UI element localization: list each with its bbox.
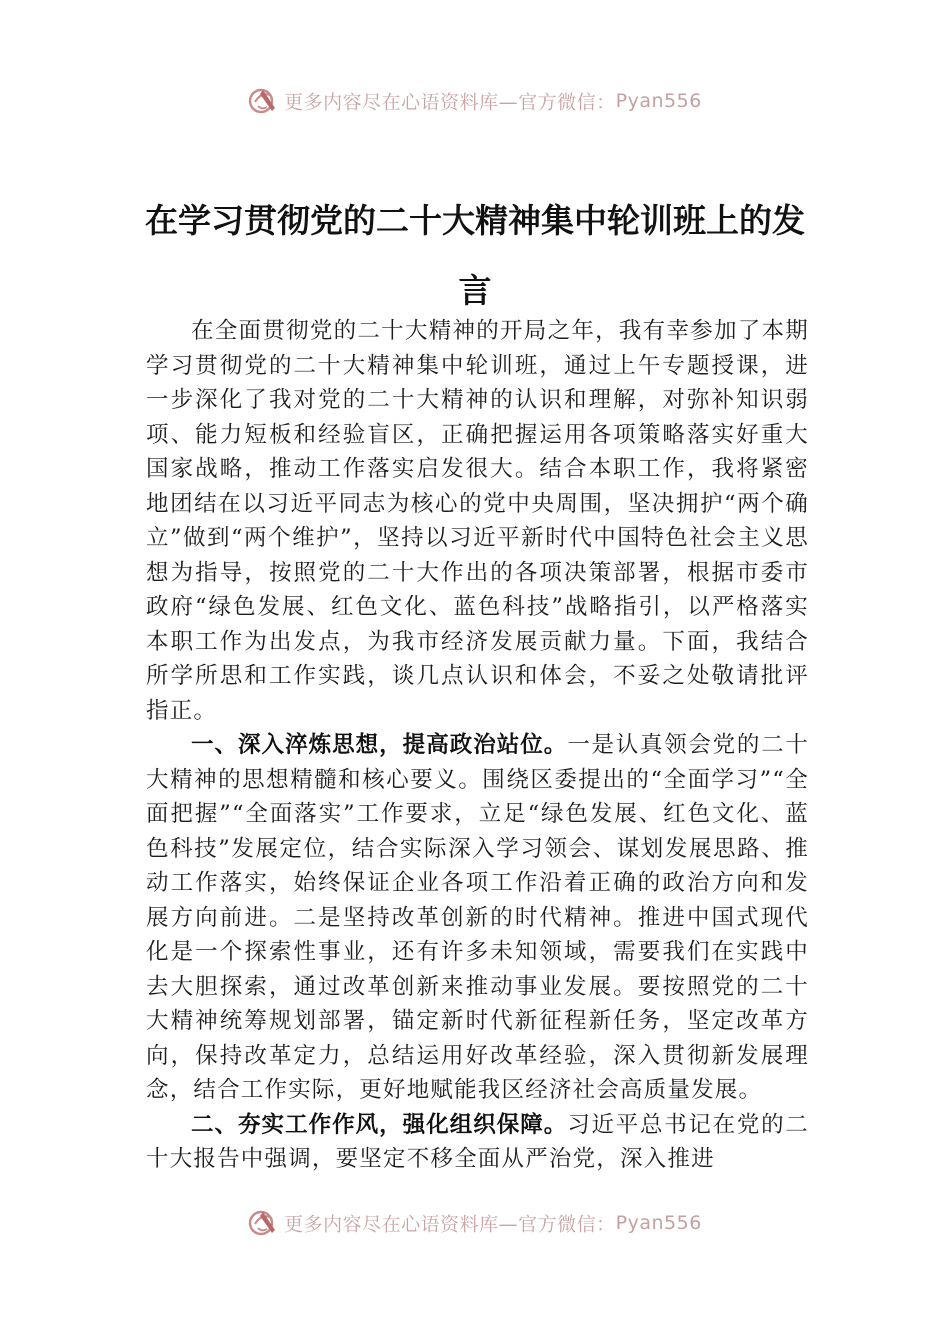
paragraph-text: 一是认真领会党的二十大精神的思想精髓和核心要义。围绕区委提出的“全面学习”“全面把握”“全面落实”工作要求，立足“绿色发展、红色文化、蓝色科技”发展定位，结合实际深入学习领会、谋划发展思路、推动工作落实，始终保证企业各项工作沿着正确的政治方向和发展方向前进。二是坚持改革创新的时代精神。推进中国式现代化是一个探索性事业，还有许多未知领域，需要我们在实践中去大胆探索，通过改革创新来推动事业发展。要按照党的二十大精神统筹规划部署，锚定新时代新征程新任务，坚定改革方向，保持改革定力，总结运用好改革经验，深入贯彻新发展理念，结合工作实际，更好地赋能我区经济社会高质量发展。 — [146, 732, 809, 1103]
paragraph-text: 习近平总书记在党的二十大报告中强调，要坚定不移全面从严治党，深入推进 — [146, 1111, 809, 1172]
watermark-text: 更多内容尽在心语资料库—官方微信： — [284, 91, 616, 114]
section-heading-1: 一、深入淬炼思想，提高政治站位。 — [191, 732, 568, 758]
watermark-wechat-id: Pyan556 — [615, 90, 702, 112]
section-heading-2: 二、夯实工作作风，强化组织保障。 — [191, 1111, 568, 1138]
watermark-footer — [0, 1208, 950, 1238]
logo-icon — [248, 1208, 278, 1238]
paragraph-intro — [146, 314, 809, 728]
paragraph-section-1 — [146, 728, 809, 1108]
watermark-header — [0, 86, 950, 116]
watermark-wechat-id: Pyan556 — [615, 1212, 702, 1234]
document-title: 在学习贯彻党的二十大精神集中轮训班上的发言 — [145, 201, 805, 310]
document-body — [146, 314, 809, 1177]
paragraph-text: 在全面贯彻党的二十大精神的开局之年，我有幸参加了本期学习贯彻党的二十大精神集中轮训班，通过上午专题授课，进一步深化了我对党的二十大精神的认识和理解，对弥补知识弱项、能力短板和经验盲区，正确把握运用各项策略落实好重大国家战略，推动工作落实启发很大。结合本职工作，我将紧密地团结在以习近平同志为核心的党中央周围，坚决拥护“两个确立”做到“两个维护”，坚持以习近平新时代中国特色社会主义思想为指导，按照党的二十大作出的各项决策部署，根据市委市政府“绿色发展、红色文化、蓝色科技”战略指引，以严格落实本职工作为出发点，为我市经济发展贡献力量。下面，我结合所学所思和工作实践，谈几点认识和体会，不妥之处敬请批评指正。 — [146, 318, 809, 724]
paragraph-section-2 — [146, 1108, 809, 1177]
watermark-text: 更多内容尽在心语资料库—官方微信： — [284, 1213, 616, 1236]
logo-icon — [248, 86, 278, 116]
